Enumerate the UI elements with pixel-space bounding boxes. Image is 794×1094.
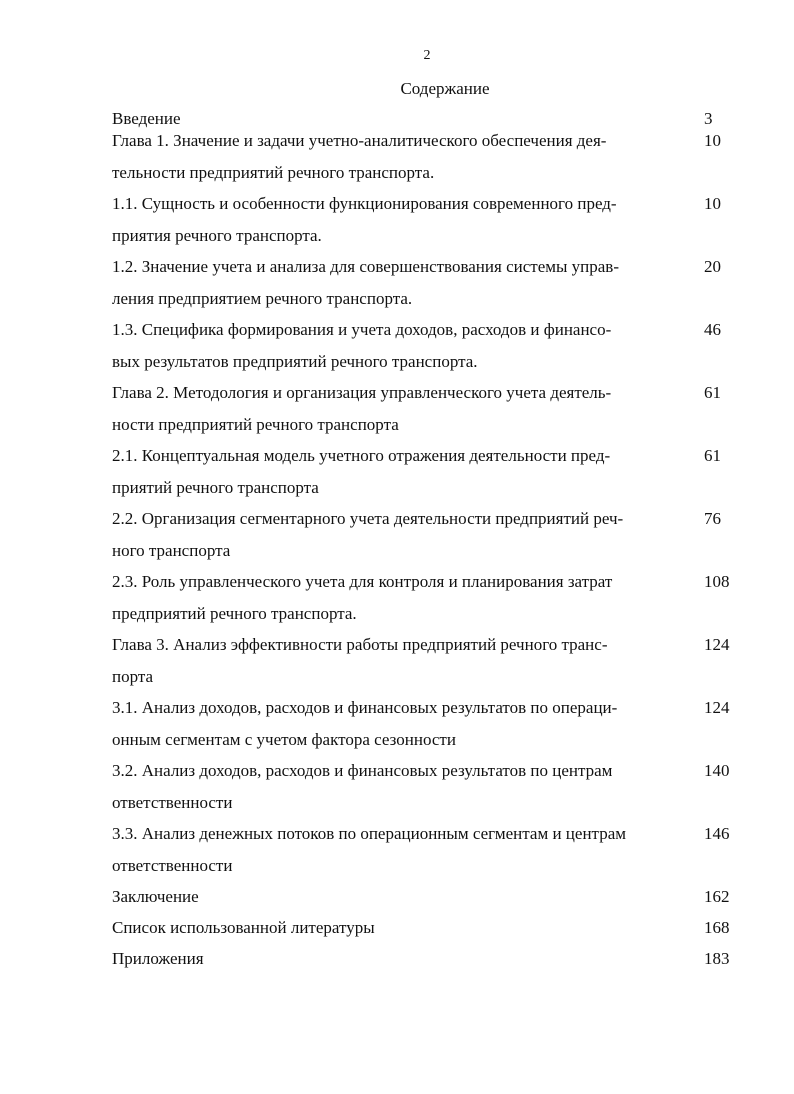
- toc-entry-line: Глава 2. Методология и организация управленческого учета деятель-: [112, 383, 612, 402]
- toc-entry-text: Введение: [112, 109, 181, 128]
- toc-entry-page: 183: [704, 949, 730, 968]
- toc-entry-page: 61: [704, 383, 721, 402]
- toc-entry-section-3-1: [112, 692, 732, 756]
- toc-entry-text: [112, 251, 688, 315]
- toc-entry-chapter-1: [112, 125, 732, 189]
- toc-entry-text: [112, 503, 688, 567]
- toc-entry-line: Глава 3. Анализ эффективности работы предприятий речного транс-: [112, 635, 608, 654]
- toc-entry-line: Глава 1. Значение и задачи учетно-аналитического обеспечения дея-: [112, 131, 607, 150]
- toc-entry-section-3-2: [112, 755, 732, 819]
- toc-entry-line: ного транспорта: [112, 541, 231, 560]
- toc-entry-line: 3.3. Анализ денежных потоков по операционным сегментам и центрам: [112, 824, 626, 843]
- toc-entry-line: 2.3. Роль управленческого учета для контроля и планирования затрат: [112, 572, 613, 591]
- toc-entry-section-1-3: [112, 314, 732, 378]
- toc-entry-text: [112, 440, 688, 504]
- toc-entry-text: Приложения: [112, 949, 204, 968]
- toc-entry-page: 168: [704, 918, 730, 937]
- toc-entry-references: [112, 912, 732, 944]
- toc-entry-page: 108: [704, 572, 730, 591]
- page-number: 2: [423, 48, 431, 63]
- toc-entry-section-1-1: [112, 188, 732, 252]
- toc-entry-section-2-2: [112, 503, 732, 567]
- toc-entry-page: 162: [704, 887, 730, 906]
- page-title: Содержание: [400, 79, 490, 98]
- toc-entry-page: 146: [704, 824, 730, 843]
- toc-entry-section-2-3: [112, 566, 732, 630]
- toc-entry-text: [112, 125, 688, 189]
- toc-entry-line: тельности предприятий речного транспорта.: [112, 163, 435, 182]
- toc-entry-conclusion: [112, 881, 732, 913]
- toc-entry-page: 140: [704, 761, 730, 780]
- toc-entry-text: [112, 377, 688, 441]
- toc-entry-text: [112, 188, 688, 252]
- toc-entry-line: 1.3. Специфика формирования и учета доходов, расходов и финансо-: [112, 320, 612, 339]
- toc-entry-page: 61: [704, 446, 721, 465]
- toc-entry-text: Заключение: [112, 887, 199, 906]
- toc-entry-section-1-2: [112, 251, 732, 315]
- toc-entry-line: порта: [112, 667, 154, 686]
- toc-entry-chapter-2: [112, 377, 732, 441]
- toc-entry-text: Список использованной литературы: [112, 918, 375, 937]
- toc-entry-line: 3.1. Анализ доходов, расходов и финансовых результатов по операци-: [112, 698, 618, 717]
- toc-entry-text: [112, 755, 688, 819]
- toc-entry-line: ления предприятием речного транспорта.: [112, 289, 413, 308]
- toc-entry-line: 1.1. Сущность и особенности функционирования современного пред-: [112, 194, 617, 213]
- toc-entry-line: 2.2. Организация сегментарного учета деятельности предприятий реч-: [112, 509, 624, 528]
- toc-entry-line: 3.2. Анализ доходов, расходов и финансовых результатов по центрам: [112, 761, 613, 780]
- toc-entry-page: 124: [704, 635, 730, 654]
- toc-entry-line: 1.2. Значение учета и анализа для совершенствования системы управ-: [112, 257, 619, 276]
- toc-entry-text: [112, 629, 688, 693]
- toc-entry-line: ответственности: [112, 793, 233, 812]
- toc-entry-line: приятий речного транспорта: [112, 478, 319, 497]
- toc-entry-line: предприятий речного транспорта.: [112, 604, 357, 623]
- toc-entry-text: [112, 314, 688, 378]
- toc-entry-page: 124: [704, 698, 730, 717]
- toc-entry-page: 10: [704, 194, 721, 213]
- toc-entry-line: 2.1. Концептуальная модель учетного отражения деятельности пред-: [112, 446, 611, 465]
- toc-entry-line: приятия речного транспорта.: [112, 226, 322, 245]
- toc-entry-line: онным сегментам с учетом фактора сезонности: [112, 730, 456, 749]
- toc-entry-page: 76: [704, 509, 721, 528]
- toc-entry-page: 3: [704, 109, 713, 128]
- toc-entry-line: ответственности: [112, 856, 233, 875]
- toc-entry-appendices: [112, 943, 732, 975]
- toc-entry-page: 46: [704, 320, 721, 339]
- toc-entry-chapter-3: [112, 629, 732, 693]
- toc-entry-line: ности предприятий речного транспорта: [112, 415, 399, 434]
- toc-entry-text: [112, 566, 688, 630]
- toc-entry-text: [112, 818, 688, 882]
- toc-entry-page: 10: [704, 131, 721, 150]
- toc-entry-line: вых результатов предприятий речного транспорта.: [112, 352, 478, 371]
- toc-entry-page: 20: [704, 257, 721, 276]
- toc-entry-section-2-1: [112, 440, 732, 504]
- toc-entry-text: [112, 692, 688, 756]
- toc-entry-section-3-3: [112, 818, 732, 882]
